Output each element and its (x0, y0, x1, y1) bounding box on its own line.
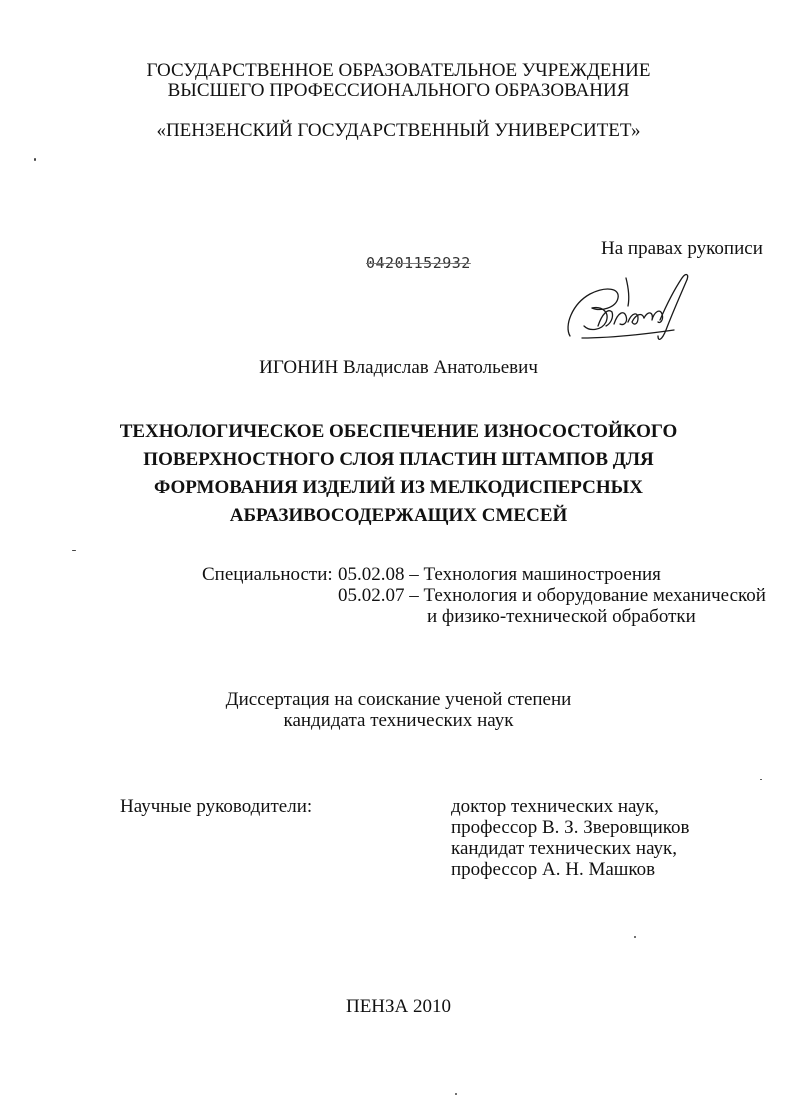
supervisor-line: профессор А. Н. Машков (451, 859, 656, 880)
institution-type-line: ГОСУДАРСТВЕННОЕ ОБРАЗОВАТЕЛЬНОЕ УЧРЕЖДЕНИЕ (146, 60, 651, 81)
specialties-label: Специальности: (202, 564, 333, 585)
specialty-code: 05.02.08 (338, 564, 405, 585)
manuscript-rights-label: На правах рукописи (601, 238, 763, 259)
dissertation-degree-line: кандидата технических наук (283, 710, 514, 731)
specialty-code: 05.02.07 (338, 585, 405, 606)
specialty-name: Технология и оборудование механической (423, 585, 766, 606)
supervisor-line: доктор технических наук, (451, 796, 659, 817)
scan-speck (760, 779, 762, 780)
supervisor-line: профессор В. З. Зверовщиков (451, 817, 690, 838)
scan-speck (72, 550, 76, 551)
specialty-row (338, 564, 661, 586)
author-name: ИГОНИН Владислав Анатольевич (259, 357, 538, 378)
scan-speck (34, 158, 36, 161)
specialty-name: Технология машиностроения (423, 564, 661, 585)
dissertation-title-line: ТЕХНОЛОГИЧЕСКОЕ ОБЕСПЕЧЕНИЕ ИЗНОСОСТОЙКОГО (119, 421, 678, 442)
specialty-row (338, 585, 766, 607)
city-year: ПЕНЗА 2010 (345, 996, 452, 1017)
specialty-continuation: и физико-технической обработки (427, 606, 696, 627)
specialty-dash: – (409, 564, 419, 585)
university-name: «ПЕНЗЕНСКИЙ ГОСУДАРСТВЕННЫЙ УНИВЕРСИТЕТ» (156, 120, 641, 141)
registration-number: 04201152932 (366, 254, 471, 272)
specialty-dash: – (409, 585, 419, 606)
supervisor-line: кандидат технических наук, (451, 838, 678, 859)
dissertation-title-line: ПОВЕРХНОСТНОГО СЛОЯ ПЛАСТИН ШТАМПОВ ДЛЯ (143, 449, 654, 470)
scan-speck (455, 1093, 457, 1095)
signature-image (562, 266, 712, 346)
scan-speck (634, 936, 636, 938)
dissertation-title-line: АБРАЗИВОСОДЕРЖАЩИХ СМЕСЕЙ (229, 505, 568, 526)
supervisors-label: Научные руководители: (120, 796, 313, 817)
dissertation-degree-line: Диссертация на соискание ученой степени (225, 689, 572, 710)
institution-level-line: ВЫСШЕГО ПРОФЕССИОНАЛЬНОГО ОБРАЗОВАНИЯ (167, 80, 630, 101)
dissertation-title-line: ФОРМОВАНИЯ ИЗДЕЛИЙ ИЗ МЕЛКОДИСПЕРСНЫХ (153, 477, 644, 498)
